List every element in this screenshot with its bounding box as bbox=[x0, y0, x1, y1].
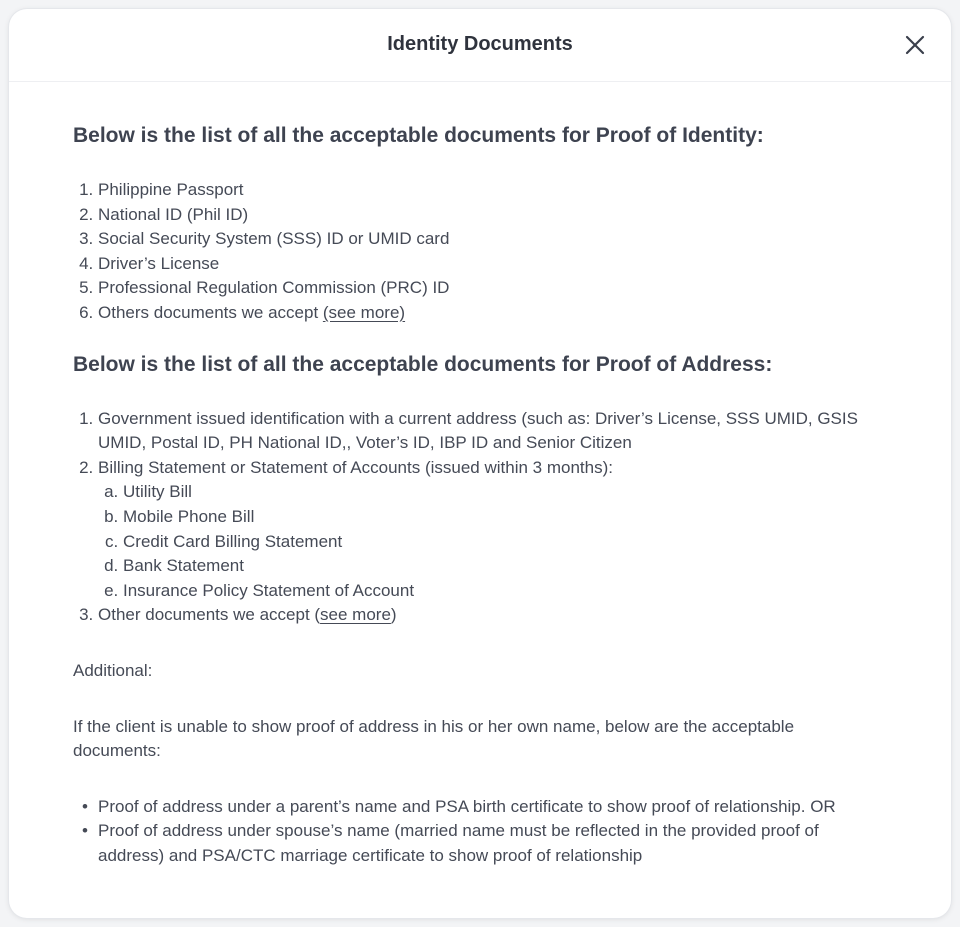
list-item: 2. National ID (Phil ID) bbox=[98, 203, 873, 228]
list-item: 5. Professional Regulation Commission (PRC) ID bbox=[98, 276, 873, 301]
identity-list bbox=[73, 178, 873, 326]
list-item bbox=[98, 456, 873, 604]
address-others-suffix: ) bbox=[390, 605, 397, 625]
identity-documents-modal bbox=[9, 9, 951, 918]
identity-heading: Below is the list of all the acceptable documents for Proof of Identity: bbox=[73, 124, 764, 147]
address-others-text: Other documents we accept ( bbox=[98, 605, 321, 625]
additional-intro: If the client is unable to show proof of address in his or her own name, below are the acceptable documents: bbox=[73, 716, 795, 761]
sub-list-item: c. Credit Card Billing Statement bbox=[123, 530, 873, 555]
bullet-dot: • bbox=[82, 796, 88, 816]
bullet-text: Proof of address under a parent’s name and PSA birth certificate to show proof of relationship. OR bbox=[98, 796, 836, 816]
sub-list-item: d. Bank Statement bbox=[123, 554, 873, 579]
close-icon[interactable] bbox=[905, 35, 925, 55]
address-list bbox=[73, 407, 873, 628]
billing-sublist bbox=[98, 480, 873, 603]
address-billing-label: Billing Statement or Statement of Accounts (issued within 3 months): bbox=[98, 457, 613, 477]
sub-list-item: e. Insurance Policy Statement of Account bbox=[123, 579, 873, 604]
modal-body bbox=[73, 121, 873, 868]
sub-list-item: a. Utility Bill bbox=[123, 480, 873, 505]
address-heading: Below is the list of all the acceptable documents for Proof of Address: bbox=[73, 352, 773, 376]
sub-list-item: b. Mobile Phone Bill bbox=[123, 505, 873, 530]
bullet-dot: • bbox=[82, 821, 88, 841]
identity-see-more-link[interactable]: (see more) bbox=[322, 302, 406, 322]
address-see-more-link[interactable]: see more bbox=[320, 605, 391, 625]
identity-others-text: Others documents we accept bbox=[98, 302, 323, 322]
list-item bbox=[98, 603, 873, 628]
additional-label: Additional: bbox=[73, 660, 153, 680]
modal-title: Identity Documents bbox=[387, 33, 573, 55]
list-item: 1. Government issued identification with a current address (such as: Driver’s License, SSS UMID, GSIS UMID, Postal ID, PH National ID,, Voter’s ID, IBP ID and Senior Citizen bbox=[98, 407, 873, 456]
bullet-item bbox=[82, 819, 873, 868]
list-item: 4. Driver’s License bbox=[98, 252, 873, 277]
modal-header bbox=[9, 9, 951, 82]
list-item: 1. Philippine Passport bbox=[98, 178, 873, 203]
bullet-item bbox=[82, 795, 873, 820]
additional-bullets bbox=[73, 795, 873, 869]
bullet-text: Proof of address under spouse’s name (married name must be reflected in the provided proof of address) and PSA/CTC marriage certificate to show proof of relationship bbox=[98, 821, 819, 865]
list-item bbox=[98, 301, 873, 326]
list-item: 3. Social Security System (SSS) ID or UMID card bbox=[98, 227, 873, 252]
